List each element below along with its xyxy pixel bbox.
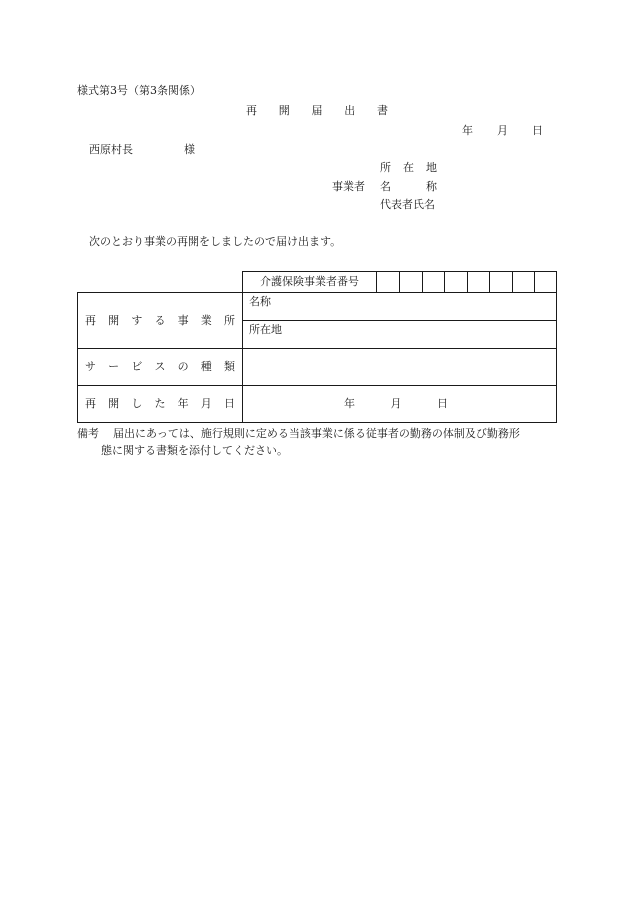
remarks-label: 備考: [77, 427, 99, 440]
name-label: [380, 180, 437, 194]
resumption-year-label: 年: [344, 397, 355, 410]
resumption-date-parts: [344, 397, 448, 411]
date-label-char: た: [154, 397, 166, 410]
resumption-month-label: 月: [390, 397, 402, 410]
name-label-char: 名: [380, 180, 391, 193]
resumption-date-row: [78, 386, 557, 423]
honorific: 様: [184, 143, 195, 156]
service-type-field[interactable]: [243, 349, 557, 386]
title-char: 開: [278, 104, 290, 117]
address-label: [380, 161, 437, 175]
resumption-date-label: [78, 397, 242, 411]
date-label-char: 日: [223, 397, 235, 410]
month-label: 月: [497, 124, 508, 137]
representative-label: 代表者氏名: [380, 198, 435, 211]
address-label-char: 所: [380, 161, 391, 174]
name-label-char: 称: [426, 180, 437, 193]
office-name-caption: 名称: [249, 295, 271, 308]
resumption-date-label-cell: [78, 386, 243, 423]
service-type-row: [78, 349, 557, 386]
service-label-char: ビ: [131, 360, 143, 373]
provider-number-digit-box[interactable]: [535, 272, 557, 293]
service-label-char: ス: [154, 360, 166, 373]
form-table: [77, 271, 557, 423]
year-label: 年: [462, 124, 473, 137]
provider-number-digit-box[interactable]: [490, 272, 513, 293]
provider-number-digit-box[interactable]: [445, 272, 468, 293]
date-label-char: 年: [177, 397, 189, 410]
provider-number-label: 介護保険事業者番号: [243, 272, 377, 293]
form-id: 様式第3号（第3条関係）: [77, 84, 201, 97]
date-label-char: 月: [200, 397, 212, 410]
office-label-char: 開: [108, 313, 120, 327]
provider-number-digit-box[interactable]: [423, 272, 445, 293]
provider-number-digit-box[interactable]: [400, 272, 423, 293]
office-label-cell: [78, 293, 243, 349]
service-type-label: [78, 360, 242, 374]
office-label-char: 事: [177, 313, 189, 327]
date-label-char: 開: [108, 397, 120, 410]
title-char: 書: [377, 104, 388, 117]
day-label: 日: [532, 124, 543, 137]
office-label-char: す: [131, 313, 143, 327]
resumption-date-field[interactable]: [243, 386, 557, 423]
service-label-char: 種: [200, 360, 212, 373]
service-label-char: の: [177, 360, 189, 373]
title-char: 再: [246, 104, 257, 117]
business-operator-label: 事業者: [332, 180, 365, 193]
title-char: 出: [344, 104, 356, 117]
remarks-line-1: 届出にあっては、施行規則に定める当該事業に係る従事者の勤務の体制及び勤務形: [113, 427, 520, 440]
address-label-char: 在: [403, 161, 414, 174]
title-char: 届: [311, 104, 323, 117]
service-label-char: サ: [85, 360, 96, 373]
document-title: [246, 104, 388, 118]
office-label-char: 再: [85, 313, 96, 327]
date-label-char: 再: [85, 397, 96, 410]
resumption-day-label: 日: [437, 397, 448, 410]
addressee: 西原村長: [89, 143, 133, 156]
submission-date: [462, 124, 543, 138]
service-type-label-cell: [78, 349, 243, 386]
office-address-field[interactable]: [243, 321, 557, 349]
provider-number-row: [78, 272, 557, 293]
provider-number-digit-box[interactable]: [468, 272, 490, 293]
intro-text: 次のとおり事業の再開をしましたので届け出ます。: [89, 235, 342, 248]
office-address-caption: 所在地: [249, 323, 282, 336]
office-label-char: 所: [223, 313, 235, 327]
provider-number-digit-box[interactable]: [377, 272, 400, 293]
service-label-char: 類: [223, 360, 235, 373]
office-label-char: 業: [200, 313, 212, 327]
provider-number-digit-box[interactable]: [513, 272, 535, 293]
office-label-char: る: [154, 313, 166, 327]
office-label: [78, 314, 242, 328]
address-label-char: 地: [426, 161, 437, 174]
office-name-field[interactable]: [243, 293, 557, 321]
service-label-char: ー: [108, 360, 120, 373]
date-label-char: し: [131, 397, 143, 410]
remarks-line-2: 態に関する書類を添付してください。: [101, 444, 288, 457]
office-name-row: [78, 293, 557, 321]
